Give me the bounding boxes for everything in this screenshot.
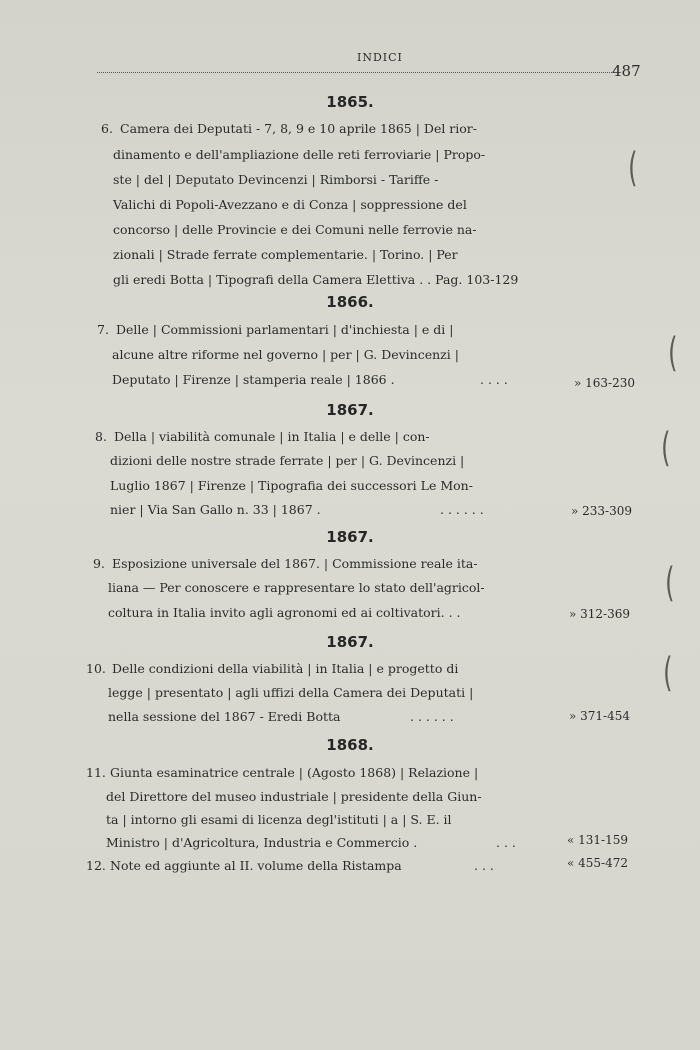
page-reference: » 233-309 — [570, 504, 632, 518]
header-rule — [97, 72, 612, 73]
entry-line: Valichi di Popoli-Avezzano e di Conza | soppressione del — [113, 197, 467, 212]
entry-number: 11. — [86, 765, 106, 780]
entry-line: nella sessione del 1867 - Eredi Botta — [108, 709, 341, 724]
entry-number: 8. — [95, 429, 107, 444]
entry-line: Ministro | d'Agricoltura, Industria e Commercio . — [106, 835, 418, 850]
pencil-mark: ( — [668, 330, 678, 376]
page-reference: » 312-369 — [568, 607, 630, 621]
entry-line: Delle condizioni della viabilità | in Italia | e progetto di — [112, 661, 459, 676]
entry-line: Note ed aggiunte al II. volume della Ristampa — [110, 858, 402, 873]
year-heading: 1867. — [326, 401, 374, 419]
page-reference: » 371-454 — [568, 709, 630, 723]
pencil-mark: ( — [628, 145, 638, 191]
entry-line: legge | presentato | agli uffizi della Camera dei Deputati | — [108, 685, 474, 700]
entry-line: dizioni delle nostre strade ferrate | per | G. Devincenzi | — [110, 453, 465, 468]
leader-dots: . . . . — [480, 372, 508, 387]
leader-dots: . . . — [496, 835, 516, 850]
entry-line: Deputato | Firenze | stamperia reale | 1866 . — [112, 372, 395, 387]
entry-line: del Direttore del museo industriale | presidente della Giun- — [106, 789, 482, 804]
year-heading: 1866. — [326, 293, 374, 311]
leader-dots: . . . . . . — [440, 502, 484, 517]
entry-line: Luglio 1867 | Firenze | Tipografia dei successori Le Mon- — [110, 478, 473, 493]
entry-line: Giunta esaminatrice centrale | (Agosto 1868) | Relazione | — [110, 765, 479, 780]
entry-line: zionali | Strade ferrate complementarie. | Torino. | Per — [113, 247, 458, 262]
running-title: INDICI — [357, 51, 403, 64]
leader-dots: . . . . . . — [410, 709, 454, 724]
year-heading: 1867. — [326, 633, 374, 651]
entry-line: concorso | delle Provincie e dei Comuni nelle ferrovie na- — [113, 222, 477, 237]
entry-line: Della | viabilità comunale | in Italia | e delle | con- — [114, 429, 430, 444]
entry-line: alcune altre riforme nel governo | per | G. Devincenzi | — [112, 347, 459, 362]
entry-line: nier | Via San Gallo n. 33 | 1867 . — [110, 502, 321, 517]
leader-dots: . . . — [474, 858, 494, 873]
page-reference: « 131-159 — [566, 833, 628, 847]
entry-number: 10. — [86, 661, 106, 676]
page-number: 487 — [612, 62, 641, 80]
year-heading: 1868. — [326, 736, 374, 754]
entry-line: coltura in Italia invito agli agronomi ed ai coltivatori. . . — [108, 605, 461, 620]
pencil-mark: ( — [661, 425, 671, 471]
pencil-mark: ( — [665, 560, 675, 606]
entry-number: 9. — [93, 556, 105, 571]
page-reference: « 455-472 — [566, 856, 628, 870]
entry-number: 6. — [101, 121, 113, 136]
entry-line: Camera dei Deputati - 7, 8, 9 e 10 aprile 1865 | Del rior- — [120, 121, 478, 136]
entry-number: 7. — [97, 322, 109, 337]
entry-line: liana — Per conoscere e rappresentare lo stato dell'agricol- — [108, 580, 485, 595]
page-reference: » 163-230 — [573, 376, 635, 390]
entry-line: ta | intorno gli esami di licenza degl'istituti | a | S. E. il — [106, 812, 452, 827]
pencil-mark: ( — [663, 650, 673, 696]
entry-line: gli eredi Botta | Tipografi della Camera Elettiva . . Pag. 103-129 — [113, 272, 519, 287]
entry-line: dinamento e dell'ampliazione delle reti ferroviarie | Propo- — [113, 147, 486, 162]
entry-line: ste | del | Deputato Devincenzi | Rimborsi - Tariffe - — [113, 172, 439, 187]
year-heading: 1867. — [326, 528, 374, 546]
year-heading: 1865. — [326, 93, 374, 111]
entry-line: Esposizione universale del 1867. | Commissione reale ita- — [112, 556, 478, 571]
entry-number: 12. — [86, 858, 106, 873]
entry-line: Delle | Commissioni parlamentari | d'inchiesta | e di | — [116, 322, 454, 337]
